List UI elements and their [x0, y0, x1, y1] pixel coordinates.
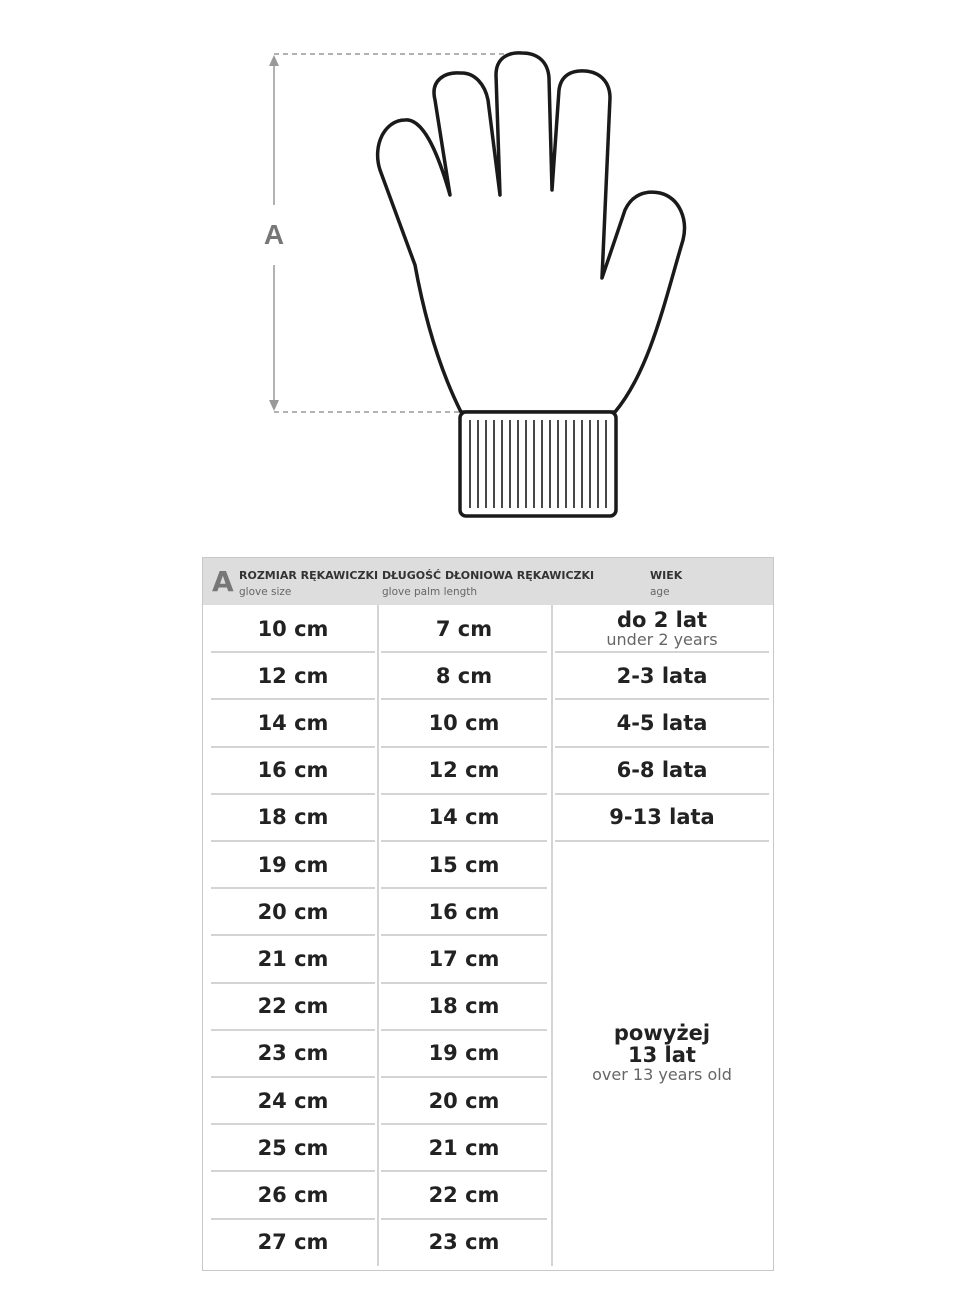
palm-length-cell: 17 cm [428, 946, 500, 971]
glove-size-cell: 20 cm [257, 899, 329, 924]
palm-length-cell: 16 cm [428, 899, 500, 924]
age-label: 9-13 lata [609, 805, 715, 830]
glove-size-cell: 22 cm [257, 994, 329, 1019]
palm-length-cell: 20 cm [428, 1088, 500, 1113]
glove-size-cell: 25 cm [257, 1135, 329, 1160]
glove-size-cell: 10 cm [257, 616, 329, 641]
palm-length-cell: 23 cm [428, 1230, 500, 1255]
age-label-english: over 13 years old [592, 1065, 732, 1085]
col-age-subtitle: age [650, 586, 670, 598]
age-cell [555, 605, 769, 652]
glove-size-cell: 21 cm [257, 946, 329, 971]
col-palm-length-title: DŁUGOŚĆ DŁONIOWA RĘKAWICZKI [382, 569, 595, 582]
glove-size-cell: 14 cm [257, 710, 329, 735]
age-label: 6-8 lata [616, 758, 708, 783]
palm-length-cell: 8 cm [435, 663, 493, 688]
palm-length-cell: 7 cm [435, 616, 493, 641]
age-label: 13 lat [628, 1043, 696, 1068]
age-cell [555, 794, 769, 841]
glove-size-cell: 19 cm [257, 852, 329, 877]
palm-length-cell: 22 cm [428, 1182, 500, 1207]
header-letter: A [212, 565, 234, 598]
palm-length-cell: 21 cm [428, 1135, 500, 1160]
age-cell [555, 747, 769, 794]
dimension-label: A [263, 219, 285, 250]
palm-length-cell: 12 cm [428, 758, 500, 783]
age-label: 4-5 lata [616, 710, 708, 735]
glove-size-cell: 12 cm [257, 663, 329, 688]
glove-size-cell: 24 cm [257, 1088, 329, 1113]
size-chart-table [202, 557, 774, 1271]
age-label: do 2 lat [616, 607, 708, 632]
age-cell [555, 699, 769, 746]
table-header [203, 558, 773, 605]
glove-size-cell: 26 cm [257, 1182, 329, 1207]
palm-length-cell: 18 cm [428, 994, 500, 1019]
col-glove-size-subtitle: glove size [239, 586, 292, 598]
palm-length-cell: 10 cm [428, 710, 500, 735]
palm-length-cell: 19 cm [428, 1041, 500, 1066]
age-label: powyżej [613, 1021, 711, 1046]
age-cell [555, 841, 769, 1266]
age-label: 2-3 lata [616, 663, 708, 688]
col-palm-length-subtitle: glove palm length [382, 586, 478, 598]
glove-size-cell: 16 cm [257, 758, 329, 783]
palm-length-cell: 14 cm [428, 805, 500, 830]
palm-length-cell: 15 cm [428, 852, 500, 877]
glove-icon [378, 53, 685, 516]
age-cell [555, 652, 769, 699]
glove-measurement-diagram [0, 0, 976, 540]
column-divider [551, 605, 553, 1266]
glove-size-cell: 27 cm [257, 1230, 329, 1255]
glove-size-cell: 18 cm [257, 805, 329, 830]
age-label-english: under 2 years [606, 629, 718, 649]
column-divider [377, 605, 379, 1266]
col-age-title: WIEK [650, 569, 683, 582]
col-glove-size-title: ROZMIAR RĘKAWICZKI [239, 569, 379, 582]
glove-size-cell: 23 cm [257, 1041, 329, 1066]
